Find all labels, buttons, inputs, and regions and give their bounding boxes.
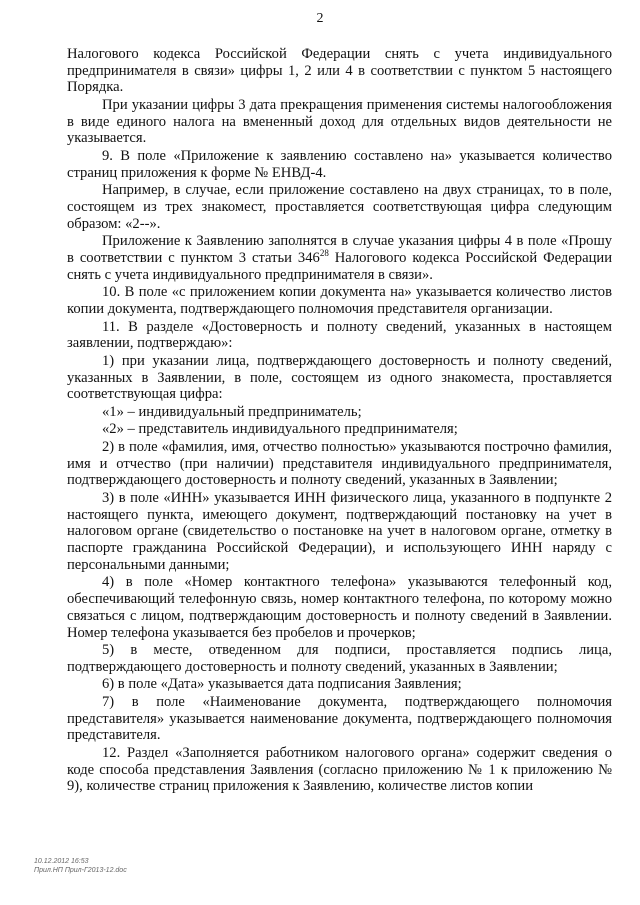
page-number: 2 xyxy=(316,11,324,26)
paragraph-subitem-5: 5) в месте, отведенном для подписи, проставляется подпись лица, подтверждающего достоверность и полноту сведений, указанных в Заявлении; xyxy=(67,642,612,675)
paragraph-subitem-6: 6) в поле «Дата» указывается дата подписания Заявления; xyxy=(102,676,462,693)
paragraph-continuation: Налогового кодекса Российской Федерации снять с учета индивидуального предпринимателя в связи» цифры 1, 2 или 4 в соответствии с пунктом 5 настоящего Порядка. xyxy=(67,46,612,96)
document-body xyxy=(67,46,612,795)
paragraph-code-1: «1» – индивидуальный предприниматель; xyxy=(102,403,362,420)
article-text-after: Налогового кодекса Российской Федерации снять с учета индивидуального предпринимателя в связи». xyxy=(67,250,612,283)
paragraph-example: Например, в случае, если приложение составлено на двух страницах, то в поле, состоящем из трех знакомест, проставляется соответствующая цифра следующим образом: «2--». xyxy=(67,182,612,232)
paragraph-subitem-1: 1) при указании лица, подтверждающего достоверность и полноту сведений, указанных в Заявлении, в поле, состоящем из одного знакоместа, проставляется соответствующая цифра: xyxy=(67,352,612,403)
paragraph-subitem-7: 7) в поле «Наименование документа, подтверждающего полномочия представителя» указывается наименование документа, подтверждающего полномочия представителя. xyxy=(67,694,612,744)
paragraph-item-12: 12. Раздел «Заполняется работником налогового органа» содержит сведения о коде способа представления Заявления (согласно приложению № 1 к приложению № 9), количестве страниц приложения к Заявлению, количестве листов копии xyxy=(67,745,612,795)
paragraph-item-10: 10. В поле «с приложением копии документа на» указывается количество листов копии документа, подтверждающего полномочия представителя организации. xyxy=(67,284,612,317)
paragraph-item-11: 11. В разделе «Достоверность и полноту сведений, указанных в настоящем заявлении, подтверждаю»: xyxy=(67,318,612,352)
footer-filename: Прил.НП Прил-Г2013-12.doc xyxy=(34,867,127,874)
paragraph-appendix-article xyxy=(67,233,612,283)
paragraph-item-9: 9. В поле «Приложение к заявлению составлено на» указывается количество страниц приложения к форме № ЕНВД-4. xyxy=(67,148,612,181)
paragraph-subitem-2: 2) в поле «фамилия, имя, отчество полностью» указываются построчно фамилия, имя и отчество (при наличии) представителя индивидуального предпринимателя, подтверждающего достоверность и полноту сведений, указанных в Заявлении; xyxy=(67,439,612,489)
article-text-before: Приложение к Заявлению заполнятся в случае указания цифры 4 в поле «Прошу в соответствии с пунктом 3 статьи 346 xyxy=(67,233,612,266)
file-footer xyxy=(34,857,127,875)
article-superscript: 28 xyxy=(319,248,329,258)
footer-timestamp: 10.12.2012 16:53 xyxy=(34,858,89,865)
paragraph-code-2: «2» – представитель индивидуального предпринимателя; xyxy=(102,421,458,438)
paragraph-digit-3: При указании цифры 3 дата прекращения применения системы налогообложения в виде единого налога на вмененный доход для отдельных видов деятельности не указывается. xyxy=(67,97,612,147)
paragraph-subitem-3: 3) в поле «ИНН» указывается ИНН физического лица, указанного в подпункте 2 настоящего пункта, имеющего документ, подтверждающий постановку на учет в налоговом органе (свидетельство о постановке на учет в налоговом органе, отметку в паспорте гражданина Российской Федерации), и использующего ИНН наряду с персональными данными; xyxy=(67,490,612,573)
paragraph-subitem-4: 4) в поле «Номер контактного телефона» указываются телефонный код, обеспечивающий телефонную связь, номер контактного телефона, по которому можно связаться с лицом, подтверждающим достоверность и полноту сведений в Заявлении. Номер телефона указывается без пробелов и прочерков; xyxy=(67,574,612,641)
